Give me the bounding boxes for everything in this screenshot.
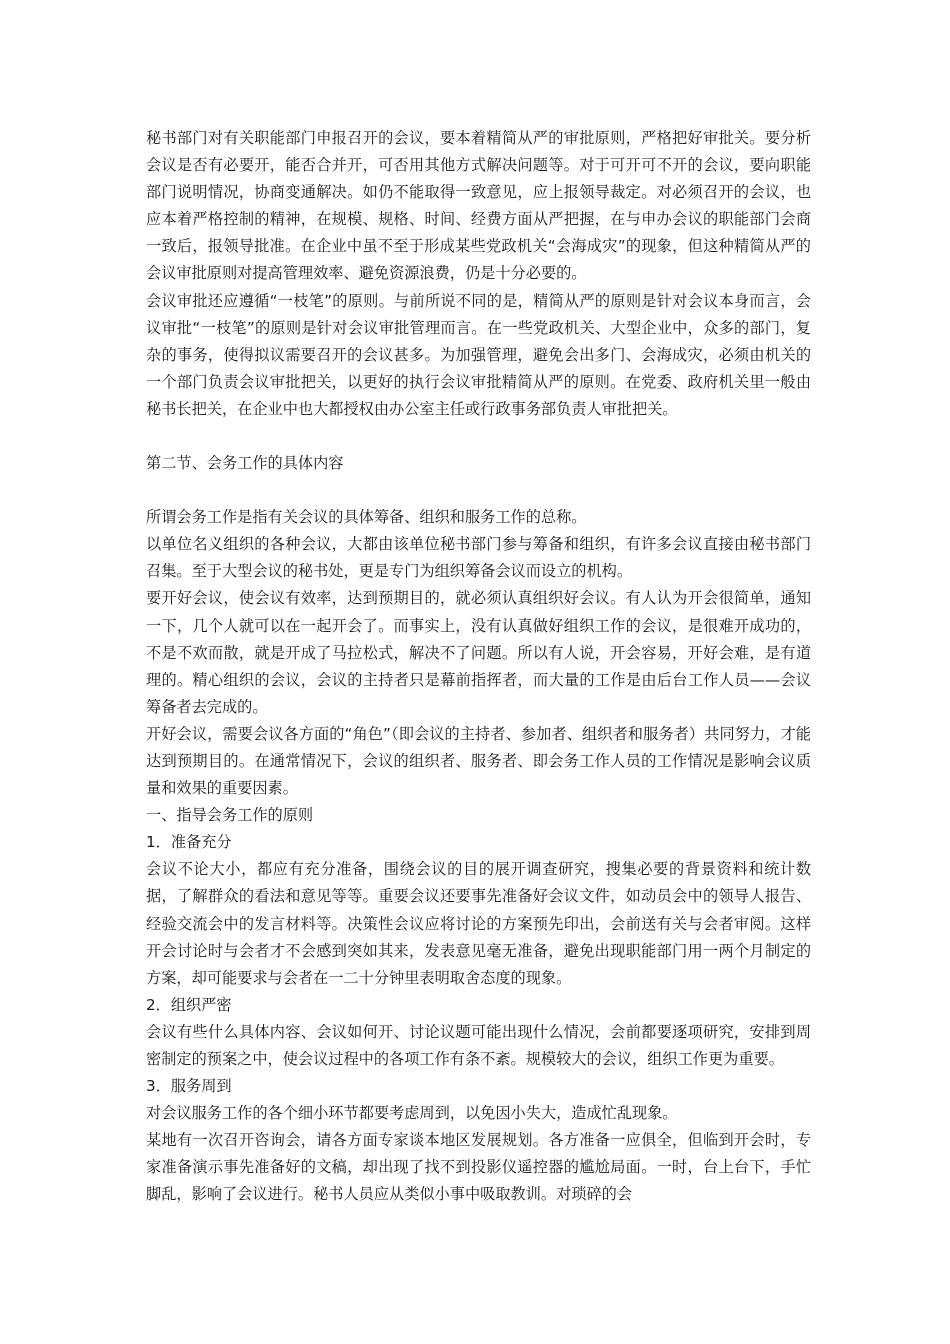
paragraph-service: 对会议服务工作的各个细小环节都要考虑周到，以免因小失大，造成忙乱现象。 <box>146 1104 678 1123</box>
paragraph-one-pen-principle: 会议审批还应遵循“一枝笔”的原则。与前所说不同的是，精简从严的原则是针对会议本身而言，会议审批“一枝笔”的原则是针对会议审批管理而言。在一些党政机关、大型企业中，众多的部门，复杂的事务，使得拟议需要召开的会议甚多。为加强管理，避免会出多门、会海成灾，必须由机关的一个部门负责会议审批把关，以更好的执行会议审批精简从严的原则。在党委、政府机关里一般由秘书长把关，在企业中也大都授权由办公室主任或行政事务部负责人审批把关。 <box>146 291 811 418</box>
paragraph-meeting-approval: 秘书部门对有关职能部门申报召开的会议，要本着精简从严的审批原则，严格把好审批关。要分析会议是否有必要开，能否合并开，可否用其他方式解决问题等。对于可开可不开的会议，要向职能部门说明情况，协商变通解决。如仍不能取得一致意见，应上报领导裁定。对必须召开的会议，也应本着严格控制的精神，在规模、规格、时间、经费方面从严把握，在与申办会议的职能部门会商一致后，报领导批准。在企业中虽不至于形成某些党政机关“会海成灾”的现象，但这种精简从严的会议审批原则对提高管理效率、避免资源浪费，仍是十分必要的。 <box>146 129 811 283</box>
subheading-service: 3．服务周到 <box>146 1077 232 1096</box>
paragraph-gap <box>146 423 811 450</box>
paragraph-organization: 以单位名义组织的各种会议，大都由该单位秘书部门参与筹备和组织，有许多会议直接由秘书部门召集。至于大型会议的秘书处，更是专门为组织筹备会议而设立的机构。 <box>146 535 811 581</box>
paragraph-gap <box>146 477 811 504</box>
paragraph-example: 某地有一次召开咨询会，请各方面专家谈本地区发展规划。各方准备一应俱全，但临到开会时，专家准备演示事先准备好的文稿，却出现了找不到投影仪遥控器的尴尬局面。一时，台上台下，手忙脚乱，影响了会议进行。秘书人员应从类似小事中吸取教训。对琐碎的会 <box>146 1131 811 1204</box>
subheading-organization: 2．组织严密 <box>146 995 232 1014</box>
paragraph-organization-detail: 会议有些什么具体内容、会议如何开、讨论议题可能出现什么情况，会前都要逐项研究，安排到周密制定的预案之中，使会议过程中的各项工作有条不紊。规模较大的会议，组织工作更为重要。 <box>146 1022 811 1068</box>
paragraph-preparation: 会议不论大小，都应有充分准备，围绕会议的目的展开调查研究，搜集必要的背景资料和统计数据，了解群众的看法和意见等等。重要会议还要事先准备好会议文件，如动员会中的领导人报告、经验交流会中的发言材料等。决策性会议应将讨论的方案预先印出，会前送有关与会者审阅。这样开会讨论时与会者才不会感到突如其来，发表意见毫无准备，避免出现职能部门用一两个月制定的方案，却可能要求与会者在一二十分钟里表明取舍态度的现象。 <box>146 860 811 987</box>
section-heading: 第二节、会务工作的具体内容 <box>146 454 344 473</box>
subheading-preparation: 1．准备充分 <box>146 833 232 852</box>
document-page <box>146 125 811 1209</box>
paragraph-roles: 开好会议，需要会议各方面的“角色”（即会议的主持者、参加者、组织者和服务者）共同努力，才能达到预期目的。在通常情况下，会议的组织者、服务者、即会务工作人员的工作情况是影响会议质量和效果的重要因素。 <box>146 724 811 798</box>
subheading-principles: 一、指导会务工作的原则 <box>146 806 314 825</box>
paragraph-good-meeting: 要开好会议，使会议有效率，达到预期目的，就必须认真组织好会议。有人认为开会很简单，通知一下，几个人就可以在一起开会了。而事实上，没有认真做好组织工作的会议，是很难开成功的，不是不欢而散，就是开成了马拉松式，解决不了问题。所以有人说，开会容易，开好会难，是有道理的。精心组织的会议，会议的主持者只是幕前指挥者，而大量的工作是由后台工作人员——会议筹备者去完成的。 <box>146 589 811 716</box>
paragraph-definition: 所谓会务工作是指有关会议的具体筹备、组织和服务工作的总称。 <box>146 508 587 527</box>
